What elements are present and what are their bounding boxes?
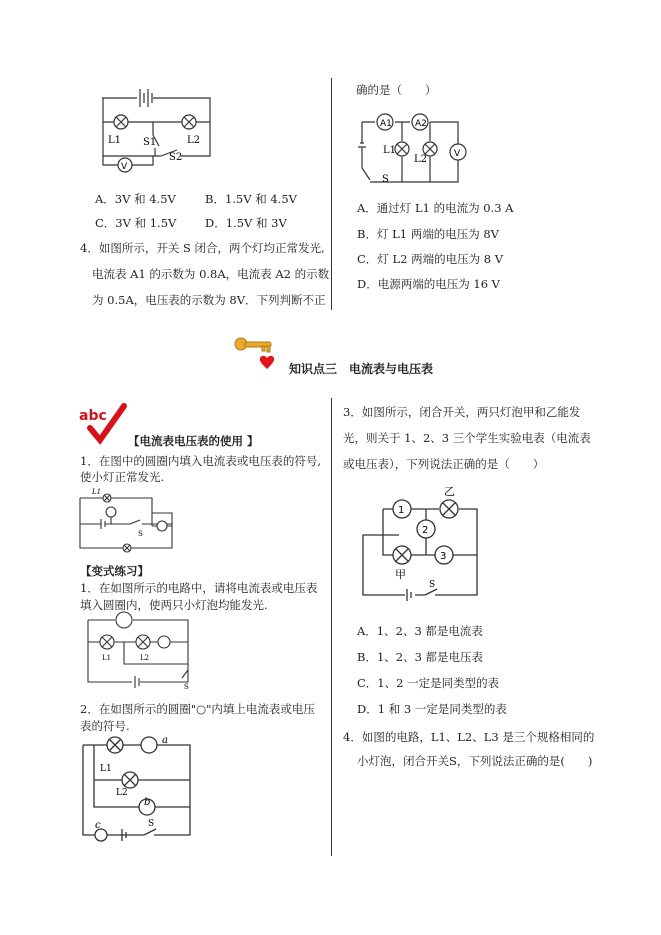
voltmeter-label: V [454, 149, 461, 159]
label-b: b [144, 797, 151, 808]
label-l1: L1 [100, 764, 112, 774]
label-s: S [184, 683, 189, 691]
q1-line-2: 使小灯正常发光. [80, 470, 165, 484]
q4-line-1: 4．如图所示，开关 S 闭合，两个灯均正常发光, [80, 241, 325, 255]
q4-line-3: 为 0.5A，电压表的示数为 8V．下列判断不正 [92, 293, 326, 307]
option-a: A．通过灯 L1 的电流为 0.3 A [357, 201, 514, 215]
abc-logo-text: abc [79, 408, 107, 424]
option-c: C．3V 和 1.5V [95, 216, 177, 230]
q4b-line-1: 4．如图的电路，L1、L2、L3 是三个规格相同的 [343, 730, 595, 744]
q3-line-3: 或电压表），下列说法正确的是（ ） [343, 457, 545, 471]
option-b: B．1、2、3 都是电压表 [357, 650, 484, 664]
top-column-divider [331, 78, 332, 310]
label-l2: L2 [187, 135, 201, 146]
circuit-diagram-q3 [355, 485, 495, 610]
label-l: L1 [92, 488, 102, 496]
v1-line-2: 填入圆圈内，使两只小灯泡均能发光. [80, 598, 268, 612]
circuit-diagram-top-left [95, 80, 220, 180]
label-l2: L2 [140, 654, 150, 662]
q1-line-1: 1．在图中的圆圈内填入电流表或电压表的符号, [80, 454, 321, 468]
v2-line-1: 2．在如图所示的圆圈"○"内填上电流表或电压 [80, 702, 315, 716]
label-s: S [148, 819, 155, 829]
v2-line-2: 表的符号. [80, 719, 130, 733]
ammeter-a1-label: A1 [380, 119, 392, 129]
ammeter-a2-label: A2 [415, 119, 427, 129]
circuit-diagram-q1 [80, 488, 185, 558]
option-d: D．电源两端的电压为 16 V [357, 277, 500, 291]
meter-1-label: 1 [398, 505, 405, 516]
voltmeter-label: V [121, 162, 128, 172]
option-b: B．1.5V 和 4.5V [205, 192, 297, 206]
option-a: A．3V 和 4.5V [95, 192, 176, 206]
option-d: D．1.5V 和 3V [205, 216, 287, 230]
label-l2: L2 [116, 788, 128, 798]
q4-continued: 确的是（ ） [356, 83, 437, 97]
label-s: S [138, 530, 143, 538]
q4b-line-2: 小灯泡，闭合开关S，下列说法正确的是( ) [357, 754, 593, 768]
label-l1: L1 [108, 135, 122, 146]
option-c: C．1、2 一定是同类型的表 [357, 676, 500, 690]
variant-heading: 【变式练习】 [80, 564, 149, 578]
meter-2-label: 2 [422, 525, 429, 536]
label-l2: L2 [414, 154, 428, 165]
usage-heading: 【电流表电压表的使用 】 [128, 434, 259, 448]
q3-line-1: 3．如图所示，闭合开关，两只灯泡甲和乙能发 [343, 405, 581, 419]
q3-line-2: 光，则关于 1、2、3 三个学生实验电表（电流表 [343, 431, 591, 445]
option-d: D．1 和 3 一定是同类型的表 [357, 702, 507, 716]
q4-line-2: 电流表 A1 的示数为 0.8A，电流表 A2 的示数 [92, 267, 330, 281]
label-s: S [429, 580, 436, 590]
option-b: B．灯 L1 两端的电压为 8V [357, 227, 499, 241]
label-s2: S2 [169, 152, 183, 163]
meter-3-label: 3 [440, 551, 447, 562]
label-yi: 乙 [444, 485, 455, 498]
circuit-diagram-top-right [340, 108, 470, 188]
label-c: c [95, 820, 101, 831]
key-heart-icon [232, 336, 280, 374]
label-s: S [382, 174, 389, 185]
option-c: C．灯 L2 两端的电压为 8 V [357, 252, 503, 266]
label-jia: 甲 [395, 568, 406, 581]
section-title: 知识点三 电流表与电压表 [289, 362, 434, 376]
bottom-column-divider [331, 398, 332, 856]
label-a: a [162, 735, 168, 746]
option-a: A．1、2、3 都是电流表 [357, 624, 483, 638]
label-s1: S1 [143, 137, 157, 148]
circuit-diagram-v2 [78, 735, 198, 845]
abc-check-logo [78, 402, 128, 444]
label-l1: L1 [102, 654, 112, 662]
label-l1: L1 [383, 145, 397, 156]
circuit-diagram-v1 [80, 612, 195, 694]
v1-line-1: 1．在如图所示的电路中，请将电流表或电压表 [80, 581, 318, 595]
